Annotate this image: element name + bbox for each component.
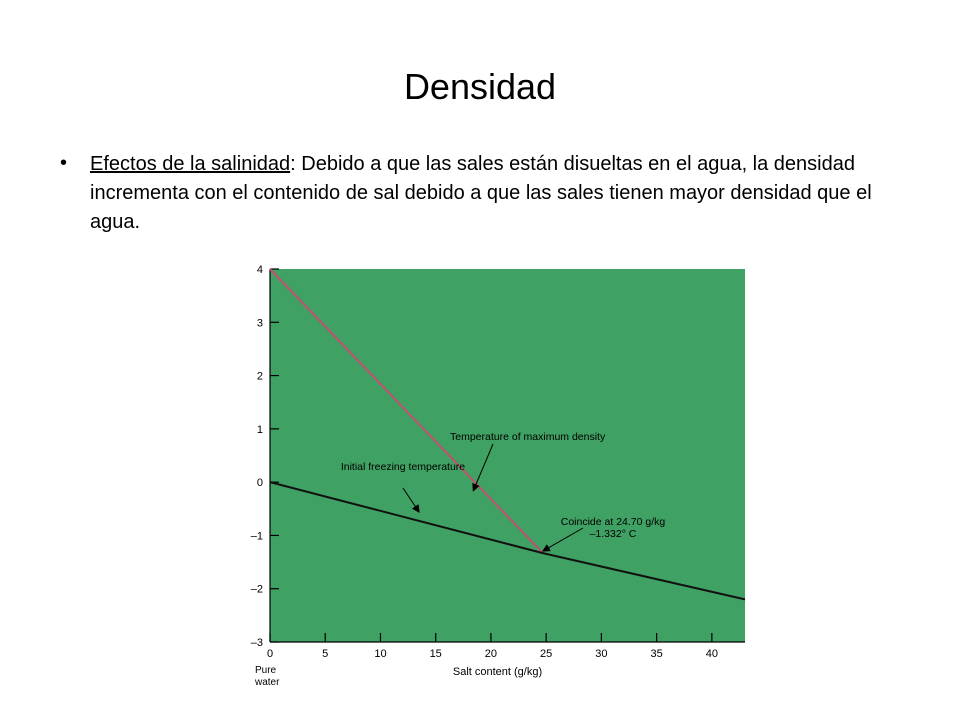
y-tick-label: 1: [256, 423, 263, 436]
bullet-marker: •: [60, 152, 68, 174]
annotation-coincide: –1.332° C: [589, 528, 637, 540]
annotation-freezing: Initial freezing temperature: [340, 461, 466, 473]
x-tick-label: 30: [595, 648, 608, 660]
x-tick-label: 0: [266, 648, 274, 660]
x-tick-label: 15: [429, 648, 442, 660]
annotation-max-density: Temperature of maximum density: [450, 431, 606, 443]
x-tick-sublabel: Pure: [255, 665, 277, 676]
y-tick-label: –3: [250, 637, 263, 649]
x-tick-label: 25: [540, 648, 553, 660]
x-tick-label: 20: [484, 648, 498, 660]
y-tick-label: 3: [256, 317, 263, 330]
bullet-separator: :: [290, 153, 296, 175]
bullet-term: Efectos de la salinidad: [90, 153, 291, 175]
y-tick-label: 2: [256, 370, 263, 383]
x-tick-label: 5: [322, 648, 329, 660]
x-tick-label: 35: [650, 648, 663, 660]
bullet-text: [90, 150, 890, 237]
salinity-density-figure: [245, 244, 767, 696]
y-tick-label: –2: [250, 583, 263, 596]
salinity-density-chart: [245, 244, 767, 696]
y-tick-label: 4: [256, 264, 263, 276]
bullet-body: Debido a que las sales están disueltas en el agua, la densidad incrementa con el contenido de sal debido a que las sales tienen mayor densidad que el agua.: [90, 153, 872, 233]
y-tick-label: 0: [256, 477, 263, 490]
x-tick-sublabel: water: [255, 677, 280, 688]
y-tick-label: –1: [250, 530, 263, 543]
annotation-coincide: Coincide at 24.70 g/kg: [560, 516, 666, 528]
slide-title: Densidad: [403, 66, 557, 107]
x-tick-label: 40: [705, 648, 718, 660]
x-tick-label: 10: [374, 648, 387, 660]
x-axis-title: Salt content (g/kg): [452, 666, 543, 678]
plot-area: [270, 269, 745, 642]
